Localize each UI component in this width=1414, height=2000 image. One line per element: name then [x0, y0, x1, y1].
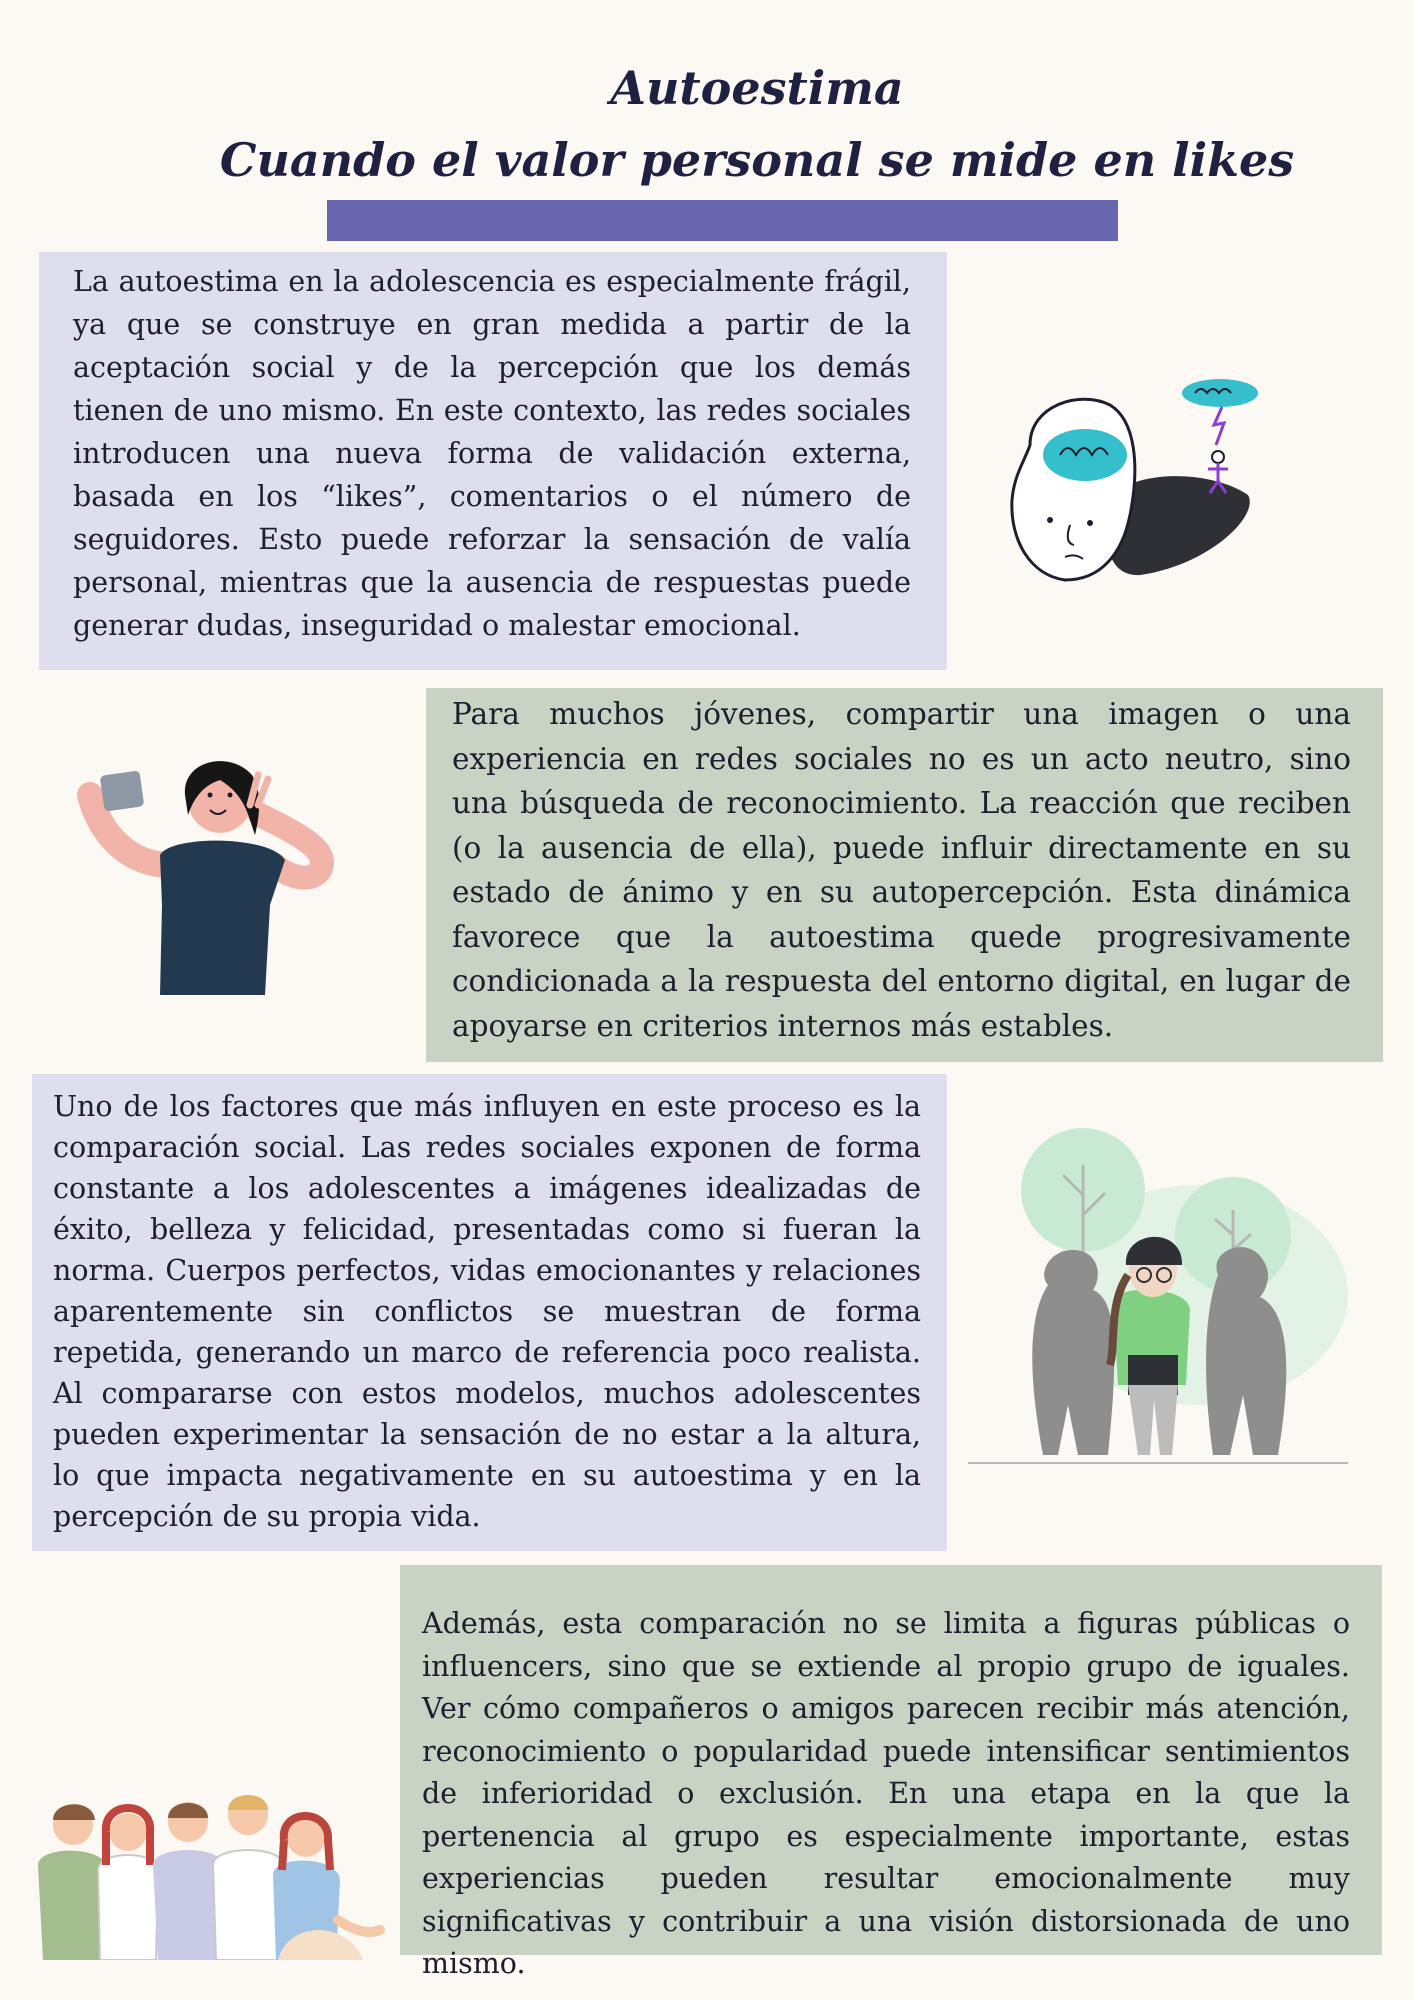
page-title [0, 52, 1414, 196]
group-of-friends-illustration [18, 1770, 388, 1960]
section-4-text: Además, esta comparación no se limita a figuras públicas o influencers, sino que se extiende al propio grupo de iguales. Ver cómo compañeros o amigos parecen recibir más atención, reconocimiento o popularidad puede intensificar sentimientos de inferioridad o exclusión. En una etapa en la que la pertenencia al grupo es especialmente importante, estas experiencias pueden resultar emocionalmente muy significativas y contribuir a una visión distorsionada de uno mismo. [422, 1607, 1350, 1980]
section-3-text: Uno de los factores que más influyen en este proceso es la comparación social. Las redes sociales exponen de forma constante a los adolescentes a imágenes idealizadas de éxito, belleza y felicidad, presentadas como si fueran la norma. Cuerpos perfectos, vidas emocionantes y relaciones aparentemente sin conflictos se muestran de forma repetida, generando un marco de referencia poco realista. Al compararse con estos modelos, muchos adolescentes pueden experimentar la sensación de no estar a la altura, lo que impacta negativamente en su autoestima y en la percepción de su propia vida. [53, 1090, 921, 1533]
section-2-text: Para muchos jóvenes, compartir una imagen o una experiencia en redes sociales no es un acto neutro, sino una búsqueda de reconocimiento. La reacción que reciben (o la ausencia de ella), puede influir directamente en su estado de ánimo y en su autopercepción. Esta dinámica favorece que la autoestima quede progresivamente condicionada a la respuesta del entorno digital, en lugar de apoyarse en criterios internos más estables. [452, 697, 1351, 1043]
accent-bar [327, 200, 1118, 241]
section-2-box [426, 688, 1383, 1062]
head-with-storm-illustration [990, 365, 1270, 605]
section-4-box [400, 1565, 1382, 1980]
sad-teen-with-shadows-illustration [968, 1125, 1358, 1470]
title-line-2: Cuando el valor personal se mide en likes [219, 133, 1295, 187]
section-1-box [39, 252, 947, 670]
selfie-person-illustration [70, 755, 340, 995]
section-1-text: La autoestima en la adolescencia es especialmente frágil, ya que se construye en gran medida a partir de la aceptación social y de la percepción que los demás tienen de uno mismo. En este contexto, las redes sociales introducen una nueva forma de validación externa, basada en los “likes”, comentarios o el número de seguidores. Esto puede reforzar la sensación de valía personal, mientras que la ausencia de respuestas puede generar dudas, inseguridad o malestar emocional. [73, 265, 911, 642]
title-line-1: Autoestima [610, 61, 904, 115]
section-3-box [32, 1074, 947, 1551]
